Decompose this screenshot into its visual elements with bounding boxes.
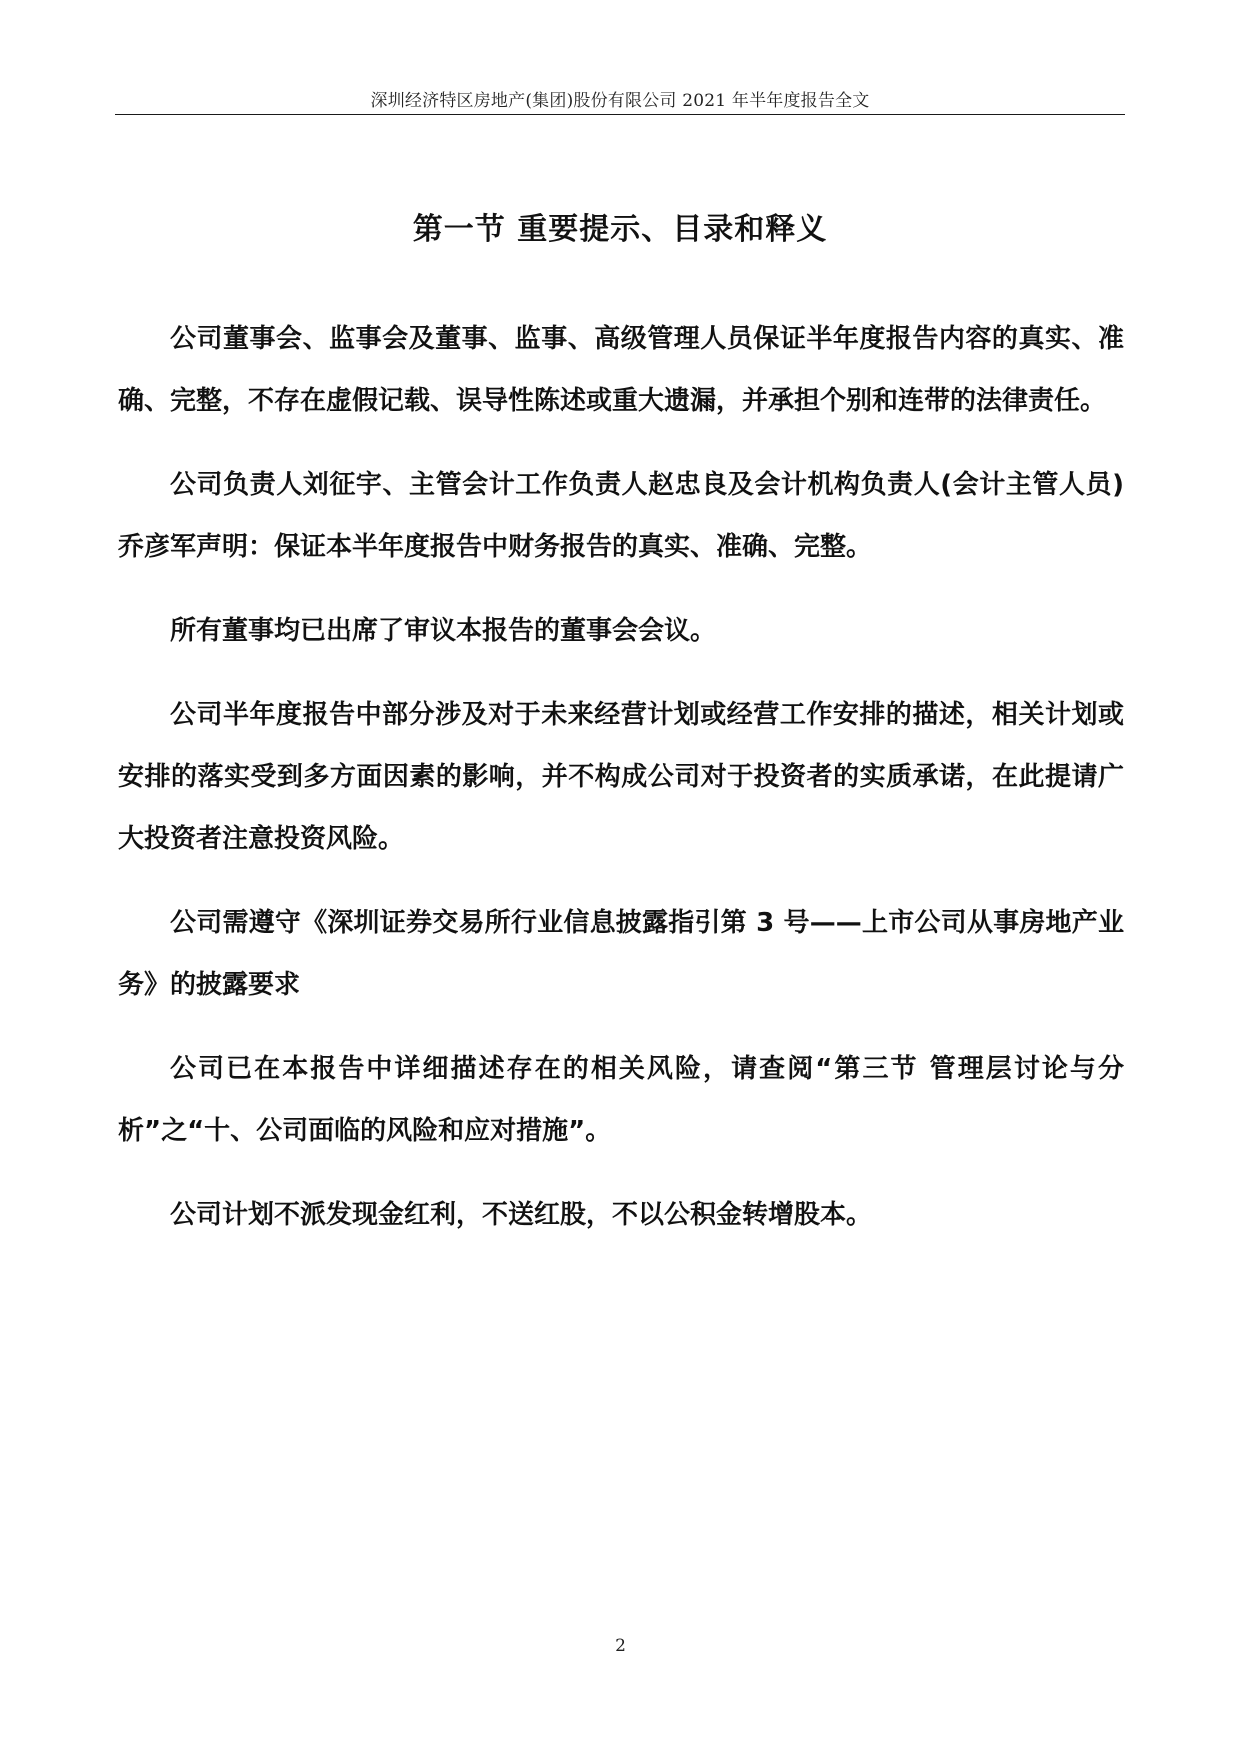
header-divider [115,114,1125,115]
paragraph-forward-looking-disclaimer: 公司半年度报告中部分涉及对于未来经营计划或经营工作安排的描述，相关计划或安排的落实受到多方面因素的影响，并不构成公司对于投资者的实质承诺，在此提请广大投资者注意投资风险。 [118,700,1124,854]
paragraph-risk-reference: 公司已在本报告中详细描述存在的相关风险，请查阅“第三节 管理层讨论与分析”之“十、公司面临的风险和应对措施”。 [118,1054,1124,1146]
paragraph-responsible-persons-statement: 公司负责人刘征宇、主管会计工作负责人赵忠良及会计机构负责人(会计主管人员)乔彦军声明：保证本半年度报告中财务报告的真实、准确、完整。 [118,470,1124,562]
paragraph-accuracy-guarantee: 公司董事会、监事会及董事、监事、高级管理人员保证半年度报告内容的真实、准确、完整，不存在虚假记载、误导性陈述或重大遗漏，并承担个别和连带的法律责任。 [118,324,1124,416]
paragraph-disclosure-guideline: 公司需遵守《深圳证券交易所行业信息披露指引第 3 号——上市公司从事房地产业务》的披露要求 [118,908,1124,1000]
page-number: 2 [615,1636,626,1656]
section-title: 第一节 重要提示、目录和释义 [412,212,828,247]
paragraph-dividend-plan: 公司计划不派发现金红利，不送红股，不以公积金转增股本。 [170,1200,873,1230]
notice-body [118,308,1124,1268]
running-header: 深圳经济特区房地产(集团)股份有限公司 2021 年半年度报告全文 [370,91,870,111]
paragraph-board-attendance: 所有董事均已出席了审议本报告的董事会会议。 [170,616,717,646]
